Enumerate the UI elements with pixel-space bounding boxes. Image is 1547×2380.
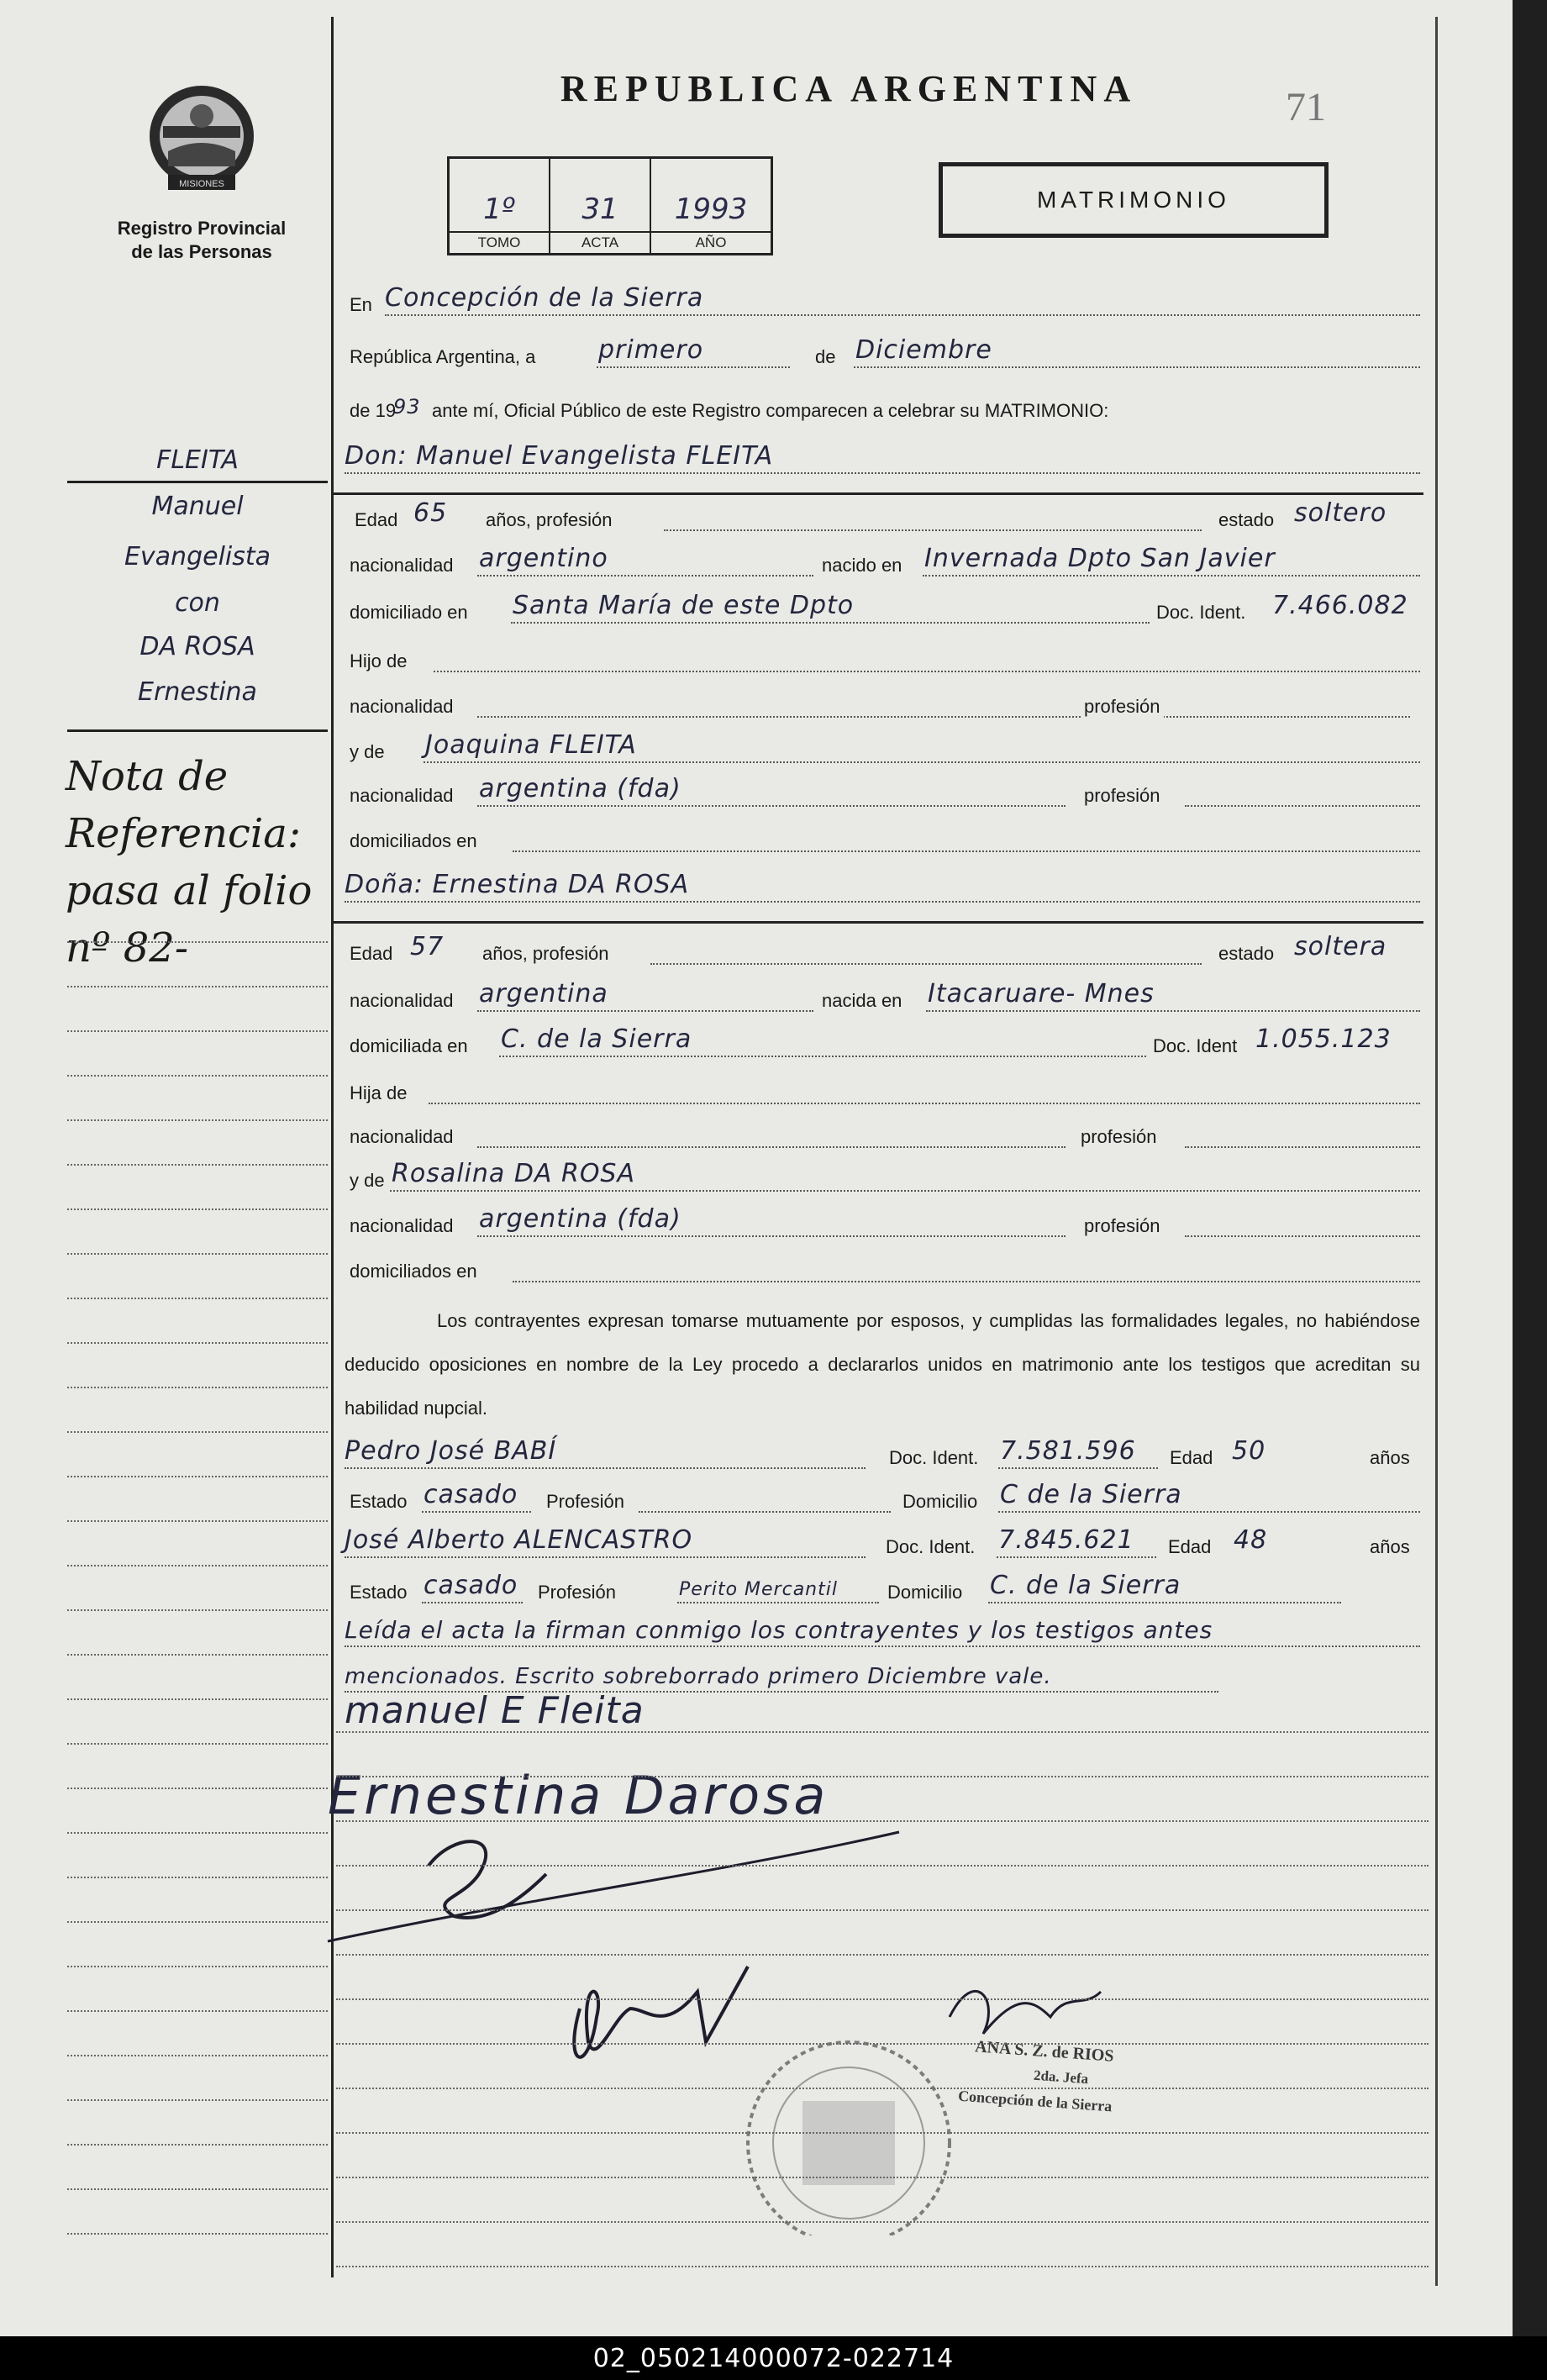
- bride-estado-label: estado: [1218, 943, 1275, 964]
- bride-profession-label: años, profesión: [482, 943, 609, 964]
- witness1-estado-value: casado: [424, 1480, 518, 1509]
- margin-rule-line: [67, 1075, 328, 1077]
- margin-rule-line: [67, 1387, 328, 1388]
- bride-parents-domicile-label: domiciliados en: [350, 1261, 477, 1282]
- margin-rule-line: [67, 1654, 328, 1656]
- bride-mother-nationality-label: nacionalidad: [350, 1215, 454, 1236]
- year-prefix: de 19: [350, 400, 397, 421]
- witness2-domicile-label: Domicilio: [887, 1582, 963, 1603]
- groom-mother-nationality-row: [345, 774, 1420, 814]
- witness1-doc-value: 7.581.596: [1000, 1436, 1136, 1466]
- margin-rule-line: [67, 1921, 328, 1923]
- bride-age-label: Edad: [350, 943, 393, 964]
- witness2-profession-value: Perito Mercantil: [679, 1579, 838, 1600]
- margin-spouse-name: Ernestina: [138, 677, 257, 707]
- groom-estado-label: estado: [1218, 509, 1275, 530]
- stamp-line1: ANA S. Z. de RIOS: [974, 2037, 1115, 2066]
- signature-stroke-line: [328, 1832, 899, 1941]
- witness2-doc-label: Doc. Ident.: [886, 1536, 976, 1557]
- margin-rule-line: [67, 1788, 328, 1789]
- margin-rule-line: [67, 1877, 328, 1878]
- margin-rule-line: [67, 1565, 328, 1566]
- bride-daughter-of-label: Hija de: [350, 1082, 408, 1103]
- groom-mother-row: [345, 730, 1420, 770]
- signature-rule-line: [336, 1909, 1429, 1911]
- signature-rule-line: [336, 1954, 1429, 1956]
- registry-name: [84, 217, 319, 264]
- statement-text: ante mí, Oficial Público de este Registro comparecen a celebrar su MATRIMONIO:: [432, 400, 1109, 421]
- signature-rule-line: [336, 1820, 1429, 1822]
- groom-born-value: Invernada Dpto San Javier: [924, 544, 1276, 573]
- bride-father-nationality-row: [345, 1118, 1420, 1155]
- margin-middle-name: Evangelista: [124, 542, 271, 571]
- signature-area: [311, 1681, 1445, 2286]
- provincial-seal-icon: [134, 76, 269, 202]
- groom-domicile-row: [345, 593, 1420, 630]
- groom-doc-label: Doc. Ident.: [1156, 602, 1246, 623]
- witness1-domicile-value: C de la Sierra: [1000, 1480, 1182, 1509]
- signature-rule-line: [336, 2177, 1429, 2178]
- margin-rule-line: [67, 1119, 328, 1121]
- record-type-box: MATRIMONIO: [939, 162, 1329, 238]
- bride-mother-label: y de: [350, 1170, 385, 1191]
- margin-rule-line: [67, 1832, 328, 1834]
- margin-rule-line: [67, 1208, 328, 1210]
- bride-doc-label: Doc. Ident: [1153, 1035, 1238, 1056]
- bride-age-value: 57: [410, 932, 445, 961]
- groom-father-profession-label: profesión: [1081, 696, 1164, 718]
- signature-rule-line: [336, 2132, 1429, 2134]
- groom-father-nationality-label: nacionalidad: [350, 696, 454, 717]
- bride-father-profession-label: profesión: [1081, 1126, 1157, 1147]
- margin-rule-line: [67, 1030, 328, 1032]
- witness2-domicile-value: C. de la Sierra: [990, 1571, 1181, 1600]
- witness1-name-row: [345, 1436, 1420, 1476]
- reference-code-bar: 02_050214000072-022714: [0, 2336, 1547, 2380]
- signature-strokes: [311, 1798, 1403, 2235]
- bride-father-nationality-label: nacionalidad: [350, 1126, 454, 1147]
- groom-estado-value: soltero: [1294, 498, 1387, 528]
- bride-mother-value: Rosalina DA ROSA: [392, 1159, 635, 1188]
- witness1-doc-label: Doc. Ident.: [889, 1447, 979, 1468]
- margin-rule-line: [67, 1698, 328, 1700]
- stamp-line2: 2da. Jefa: [1033, 2067, 1089, 2088]
- witness2-age-unit: años: [1370, 1536, 1410, 1557]
- bride-domicile-label: domiciliada en: [350, 1035, 468, 1056]
- margin-rule-line: [67, 2099, 328, 2101]
- witness1-estado-label: Estado: [350, 1491, 408, 1512]
- signature-scribble: [429, 1841, 546, 1918]
- bride-nationality-row: [345, 979, 1420, 1019]
- margin-rule-line: [67, 2188, 328, 2190]
- witness2-estado-label: Estado: [350, 1582, 408, 1603]
- margin-spouse-surname: DA ROSA: [139, 632, 255, 661]
- year-cell: [651, 159, 771, 253]
- round-seal-center: [802, 2101, 895, 2185]
- signature-rule-line: [336, 1865, 1429, 1867]
- bride-domicile-value: C. de la Sierra: [501, 1024, 692, 1054]
- witness1-age-value: 50: [1232, 1436, 1266, 1466]
- witness1-age-unit: años: [1370, 1447, 1410, 1468]
- month-value: Diciembre: [855, 335, 992, 365]
- witness1-domicile-label: Domicilio: [902, 1491, 978, 1512]
- groom-nationality-row: [345, 546, 1420, 583]
- margin-rule-line: [67, 2233, 328, 2235]
- registry-name-line1: Registro Provincial: [117, 218, 287, 239]
- signature-rule-line: [336, 2266, 1429, 2267]
- groom-domicile-value: Santa María de este Dpto: [513, 591, 855, 620]
- closing-line1: Leída el acta la firman conmigo los contrayentes y los testigos antes: [345, 1616, 1213, 1644]
- bride-born-label: nacida en: [822, 990, 902, 1011]
- witness2-doc-value: 7.845.621: [998, 1525, 1134, 1555]
- declaration-text: Los contrayentes expresan tomarse mutuamente por esposos, y cumplidas las formalidades legales, no habiéndose deducido oposiciones en nombre de la Ley procedo a declararlos unidos en matrimonio ante los testigos que acreditan su habilidad nupcial.: [345, 1310, 1420, 1419]
- witness2-profession-label: Profesión: [538, 1582, 616, 1603]
- groom-son-of-label: Hijo de: [350, 650, 408, 671]
- groom-profession-label: años, profesión: [486, 509, 613, 530]
- de-label: de: [815, 346, 836, 367]
- folio-number: 71: [1286, 85, 1326, 129]
- bride-parents-domicile-row: [345, 1252, 1420, 1289]
- bride-born-value: Itacaruare- Mnes: [928, 979, 1155, 1008]
- margin-rule-line: [67, 1431, 328, 1433]
- margin-bottom-rule: [67, 729, 328, 732]
- groom-father-nationality-row: [345, 687, 1420, 724]
- margin-rule-line: [67, 2010, 328, 2012]
- signature-rule-line: [336, 2043, 1429, 2045]
- bride-mother-nationality-row: [345, 1204, 1420, 1244]
- declaration-paragraph: [345, 1299, 1420, 1430]
- groom-nationality-label: nacionalidad: [350, 555, 454, 576]
- bride-signature: Ernestina Darosa: [328, 1765, 829, 1826]
- republic-label: República Argentina, a: [350, 346, 536, 367]
- bride-age-row: [345, 932, 1420, 971]
- bride-mother-row: [345, 1161, 1420, 1198]
- chief-signature: [950, 1991, 1101, 2034]
- groom-age-row: [345, 498, 1420, 538]
- record-number-box: [447, 156, 773, 255]
- margin-rule-line: [67, 1342, 328, 1344]
- groom-mother-nationality-label: nacionalidad: [350, 785, 454, 806]
- groom-parents-domicile-row: [345, 822, 1420, 859]
- bride-daughter-of-row: [345, 1074, 1420, 1111]
- reference-note: Nota de Referencia: pasa al folio nº 82-: [66, 753, 313, 971]
- groom-section-divider: [331, 492, 1423, 495]
- margin-con: con: [175, 588, 220, 618]
- place-value: Concepción de la Sierra: [385, 283, 704, 313]
- margin-rule-line: [67, 986, 328, 987]
- bride-mother-profession-label: profesión: [1084, 1215, 1160, 1236]
- witness1-profession-label: Profesión: [546, 1491, 624, 1512]
- groom-signature: manuel E Fleita: [345, 1689, 645, 1732]
- witness1-name: Pedro José BABÍ: [345, 1436, 557, 1466]
- seal-text: MISIONES: [179, 179, 224, 189]
- signature-rule-line: [336, 2221, 1429, 2223]
- groom-domicile-label: domiciliado en: [350, 602, 468, 623]
- groom-name: Don: Manuel Evangelista FLEITA: [345, 441, 774, 471]
- signature-rule-line: [336, 1998, 1429, 2000]
- bride-doc-value: 1.055.123: [1255, 1024, 1392, 1054]
- tomo-label: TOMO: [450, 231, 549, 251]
- witness2-name: José Alberto ALENCASTRO: [345, 1525, 693, 1555]
- place-row: [345, 283, 1420, 323]
- groom-name-row: [345, 441, 1420, 481]
- year-suffix: 93: [393, 395, 421, 419]
- acta-value: 31: [581, 192, 618, 226]
- margin-rule-line: [67, 941, 328, 943]
- bride-name: Doña: Ernestina DA ROSA: [345, 870, 690, 899]
- witness1-age-label: Edad: [1170, 1447, 1213, 1468]
- groom-doc-value: 7.466.082: [1272, 591, 1408, 620]
- place-label: En: [350, 294, 372, 315]
- groom-mother-nationality-value: argentina (fda): [479, 774, 681, 803]
- margin-top-rule: [67, 481, 328, 483]
- groom-parents-domicile-label: domiciliados en: [350, 830, 477, 851]
- groom-mother-label: y de: [350, 741, 385, 762]
- witness2-details-row: [345, 1573, 1420, 1610]
- registry-name-line2: de las Personas: [131, 241, 272, 262]
- margin-rule-line: [67, 1743, 328, 1745]
- witness2-name-row: [345, 1525, 1420, 1565]
- margin-given-name: Manuel: [151, 492, 244, 521]
- bride-estado-value: soltera: [1294, 932, 1387, 961]
- signature-rule-line: [336, 2088, 1429, 2089]
- margin-rule-line: [67, 1966, 328, 1967]
- groom-age-label: Edad: [355, 509, 398, 530]
- country-title: REPUBLICA ARGENTINA: [560, 68, 1138, 109]
- witness1-details-row: [345, 1482, 1420, 1519]
- margin-rule-line: [67, 1520, 328, 1522]
- witness2-age-value: 48: [1234, 1525, 1268, 1555]
- margin-rule-line: [67, 1253, 328, 1255]
- groom-mother-profession-label: profesión: [1084, 785, 1160, 806]
- signature-rule-line: [336, 1776, 1429, 1777]
- margin-rule-line: [67, 1298, 328, 1299]
- statement-row: [345, 392, 1420, 429]
- bride-domicile-row: [345, 1024, 1420, 1064]
- closing-line2: mencionados. Escrito sobreborrado primero Diciembre vale.: [345, 1664, 1052, 1689]
- groom-mother-value: Joaquina FLEITA: [425, 730, 637, 760]
- groom-age-value: 65: [413, 498, 448, 528]
- bride-mother-nationality-value: argentina (fda): [479, 1204, 681, 1234]
- groom-son-of-row: [345, 642, 1420, 679]
- acta-cell: [550, 159, 651, 253]
- acta-label: ACTA: [550, 231, 650, 251]
- margin-rule-line: [67, 2144, 328, 2146]
- day-value: primero: [598, 335, 704, 365]
- bride-name-row: [345, 872, 1420, 909]
- margin-surname: FLEITA: [156, 445, 239, 475]
- stamp-line3: Concepción de la Sierra: [957, 2087, 1113, 2115]
- bride-nationality-label: nacionalidad: [350, 990, 454, 1011]
- signature-rule-line: [336, 1731, 1429, 1733]
- margin-rule-line: [67, 1476, 328, 1477]
- groom-nationality-value: argentino: [479, 544, 608, 573]
- bride-nationality-value: argentina: [479, 979, 608, 1008]
- witness2-estado-value: casado: [424, 1571, 518, 1600]
- tomo-cell: [450, 159, 550, 253]
- closing-line1-row: [345, 1617, 1420, 1654]
- date-row: [345, 335, 1420, 375]
- margin-rule-line: [67, 2055, 328, 2056]
- bride-section-divider: [331, 921, 1423, 924]
- margin-rule-line: [67, 1609, 328, 1611]
- year-value: 1993: [674, 192, 748, 226]
- year-label: AÑO: [651, 231, 771, 251]
- tomo-value: 1º: [483, 192, 515, 226]
- margin-rule-line: [67, 1164, 328, 1166]
- witness2-age-label: Edad: [1168, 1536, 1212, 1557]
- groom-born-label: nacido en: [822, 555, 902, 576]
